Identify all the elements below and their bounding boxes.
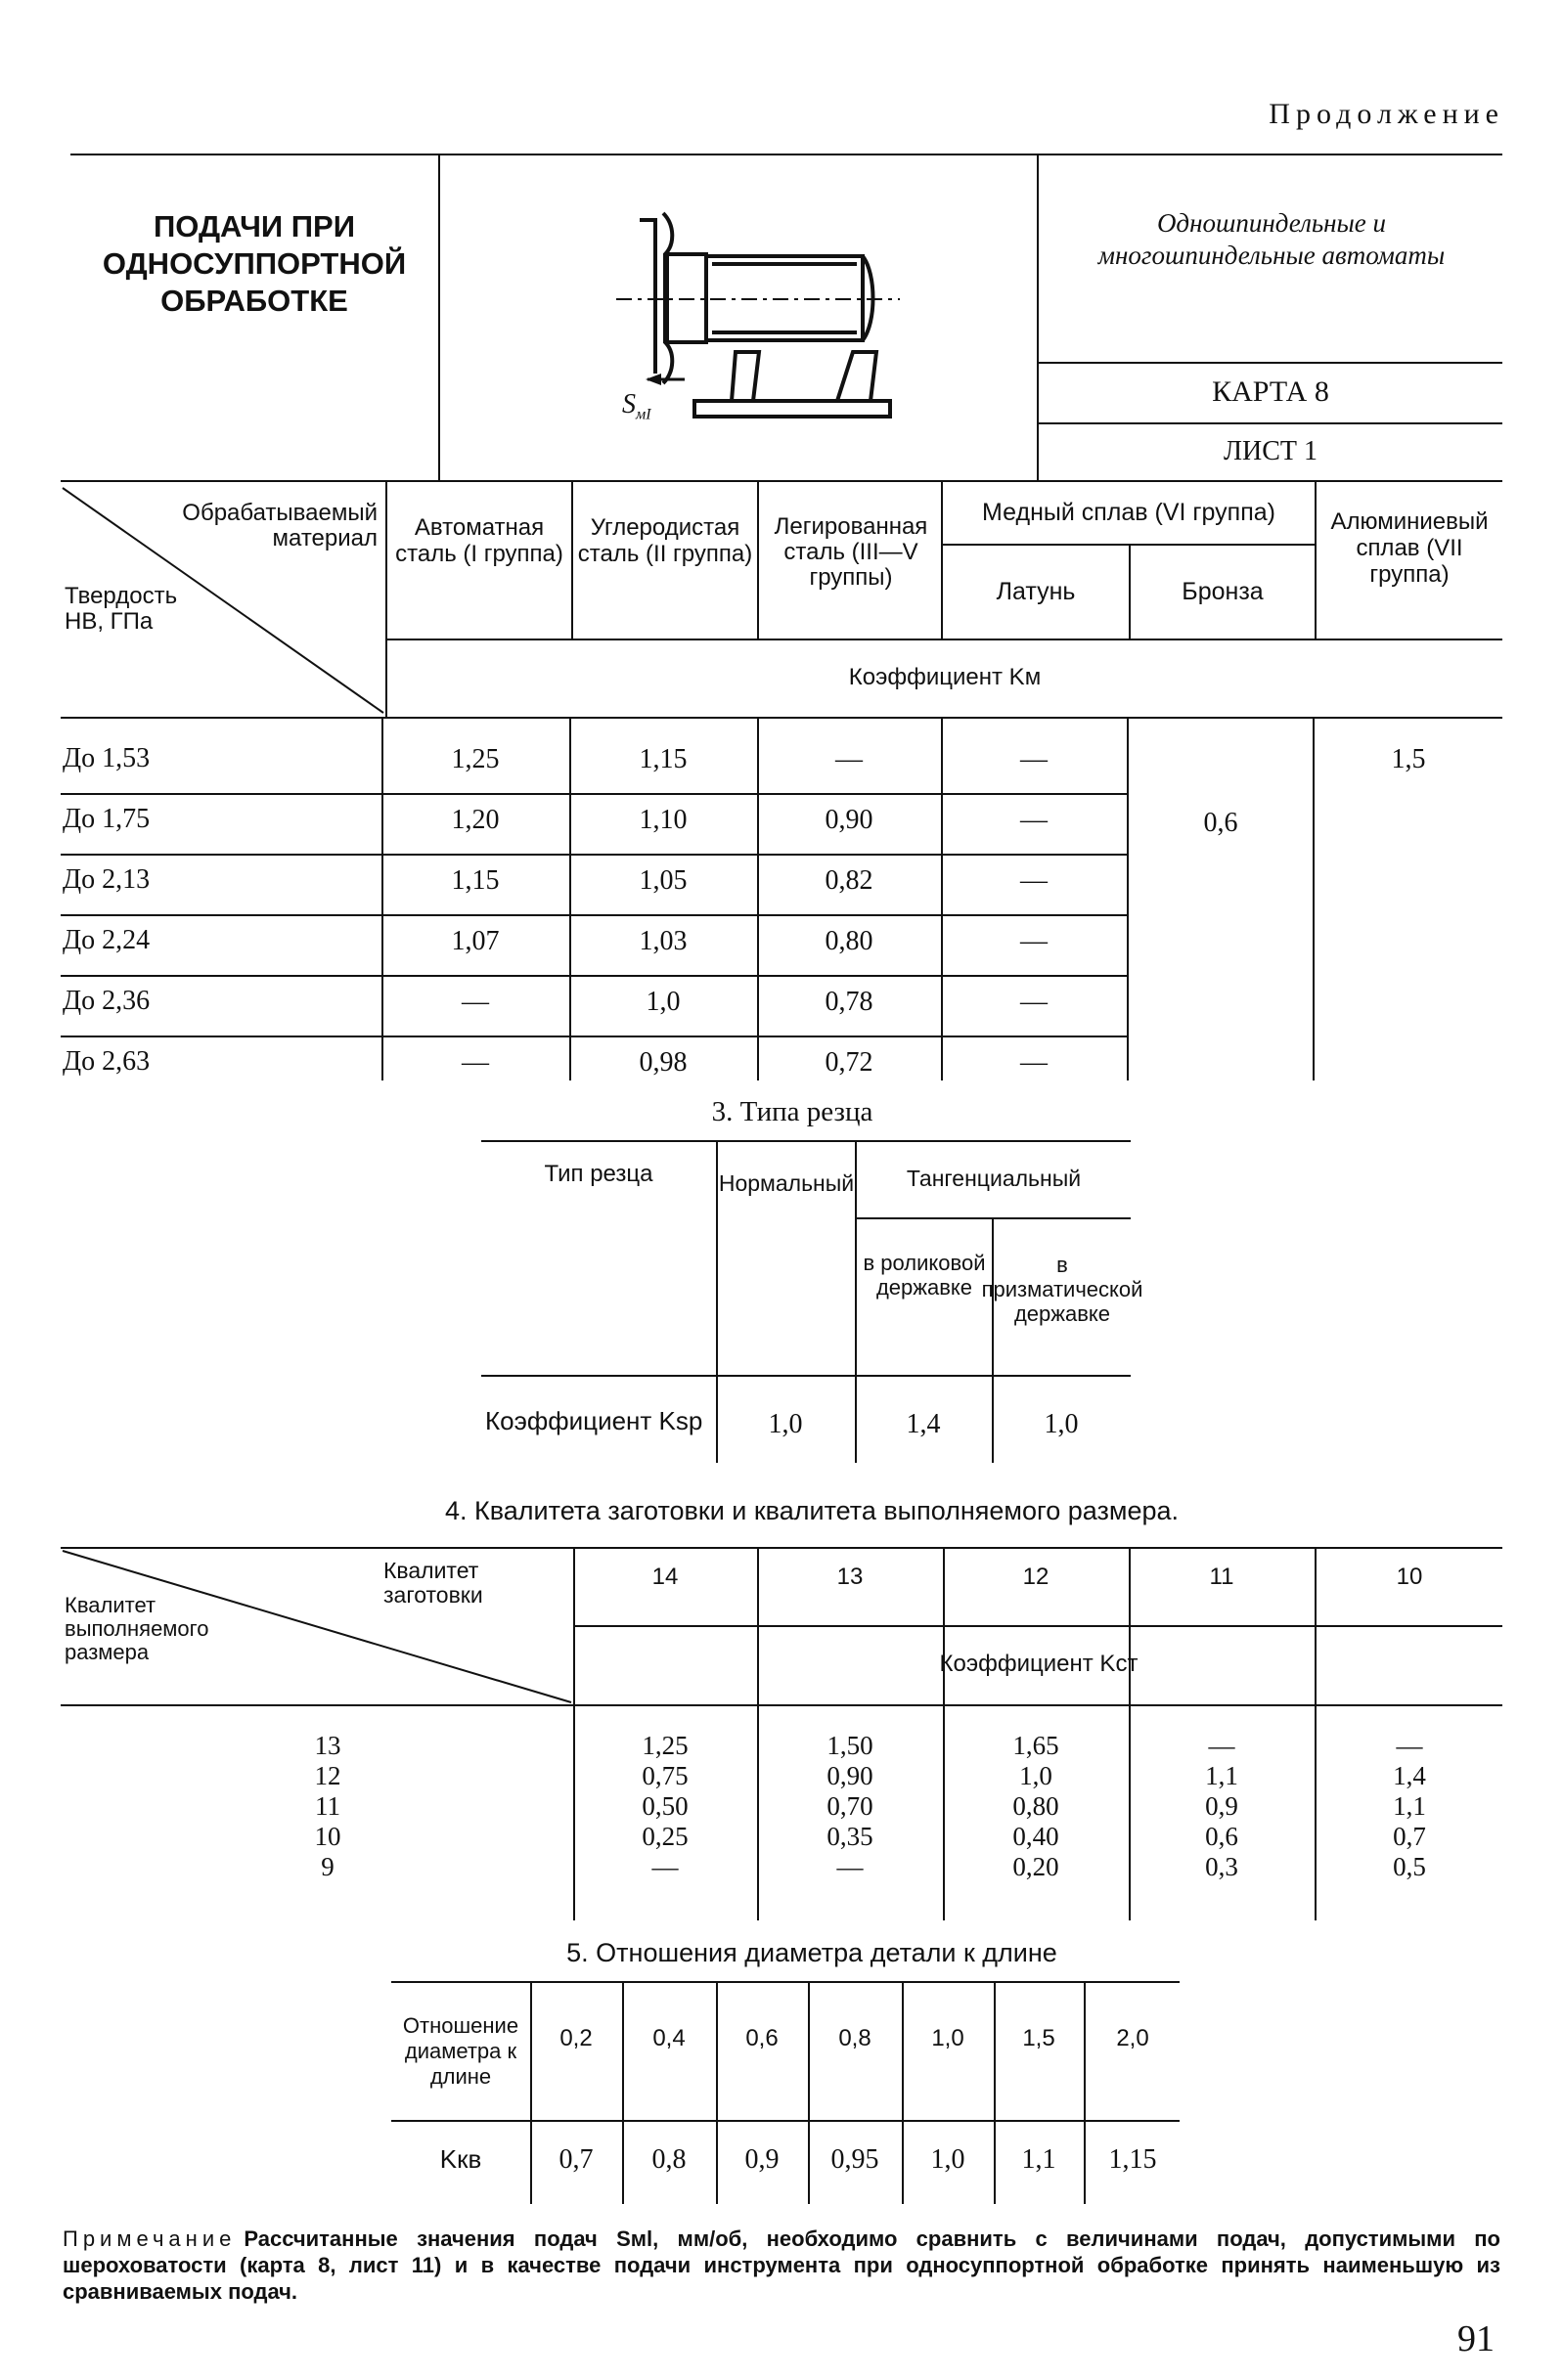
ratio-1-0: 1,0 — [931, 2024, 964, 2051]
ratio-1-5: 1,5 — [1022, 2024, 1055, 2051]
page-number: 91 — [1457, 2318, 1495, 2359]
col-brass: Латунь — [996, 578, 1076, 605]
col-bronze: Бронза — [1182, 578, 1264, 605]
kst-col-12: 1,65 1,0 0,80 0,40 0,20 — [1012, 1731, 1059, 1881]
auto-steel-value: 1,25 — [451, 744, 500, 775]
hardness-cell: До 2,63 — [63, 1046, 151, 1077]
col-auto-steel: Автоматная сталь (I группа) — [395, 514, 563, 567]
carbon-steel-value: 1,03 — [639, 926, 688, 957]
machine-type: Одношпиндельные и многошпиндельные автоматы — [1097, 208, 1446, 270]
kst-col-14: 1,25 0,75 0,50 0,25 — — [642, 1731, 689, 1881]
target-grade-values: 13 12 11 10 9 — [314, 1731, 341, 1881]
kkv-label: Kкв — [439, 2144, 482, 2175]
col-carbon-steel: Углеродистая сталь (II группа) — [577, 514, 753, 567]
auto-steel-value: — — [462, 987, 489, 1018]
ratio-0-6: 0,6 — [745, 2024, 779, 2051]
hardness-cell: До 2,13 — [63, 864, 151, 895]
kkv-value-5: 1,0 — [930, 2144, 965, 2176]
aluminium-value: 1,5 — [1391, 744, 1426, 775]
ratio-0-2: 0,2 — [559, 2024, 593, 2051]
hardness-cell: До 2,36 — [63, 986, 151, 1016]
cutter-roller-holder: в роликовой державке — [863, 1251, 986, 1300]
coefficient-kst-label: Коэффициент Kст — [939, 1651, 1139, 1678]
brass-value: — — [1020, 926, 1048, 957]
ratio-0-4: 0,4 — [652, 2024, 686, 2051]
continuation-label: Продолжение — [1269, 98, 1504, 130]
carbon-steel-value: 0,98 — [639, 1047, 688, 1079]
section3-title: 3. Типа резца — [711, 1095, 873, 1127]
note — [63, 2226, 1500, 2305]
card-number: КАРТА 8 — [1212, 375, 1329, 409]
alloy-steel-value: 0,72 — [825, 1047, 873, 1079]
ratio-label: Отношение диаметра к длине — [402, 2013, 519, 2089]
brass-value: — — [1020, 1047, 1048, 1079]
auto-steel-value: 1,15 — [451, 865, 500, 897]
hardness-cell: До 2,24 — [63, 925, 151, 955]
alloy-steel-value: 0,80 — [825, 926, 873, 957]
kkv-value-1: 0,7 — [558, 2144, 594, 2176]
section4-title: 4. Квалитета заготовки и квалитета выполняемого размера. — [444, 1495, 1179, 1525]
ksp-prismatic: 1,0 — [1044, 1409, 1079, 1440]
corner-material-label: Обрабатываемый материал — [182, 500, 378, 551]
grade-10: 10 — [1396, 1563, 1423, 1590]
auto-steel-value: 1,20 — [451, 805, 500, 836]
coefficient-km-label: Коэффициент Kм — [848, 663, 1042, 690]
hardness-cell: До 1,75 — [63, 804, 151, 834]
note-label: Примечание — [63, 2226, 237, 2251]
section5-title: 5. Отношения диаметра детали к длине — [566, 1937, 1057, 1967]
feed-label: $S_{мI}$ — [622, 389, 651, 423]
brass-value: — — [1020, 987, 1048, 1018]
kst-col-13: 1,50 0,90 0,70 0,35 — — [826, 1731, 873, 1881]
brass-value: — — [1020, 805, 1048, 836]
auto-steel-value: 1,07 — [451, 926, 500, 957]
carbon-steel-value: 1,0 — [646, 987, 681, 1018]
target-grade-label: Квалитет выполняемого размера — [65, 1593, 209, 1664]
blank-grade-label: Квалитет заготовки — [383, 1558, 483, 1608]
ksp-label: Коэффициент Ksр — [485, 1406, 703, 1435]
ksp-normal: 1,0 — [768, 1409, 803, 1440]
kkv-value-4: 0,95 — [830, 2144, 879, 2176]
grade-12: 12 — [1022, 1563, 1049, 1590]
ksp-roller: 1,4 — [906, 1409, 941, 1440]
carbon-steel-value: 1,05 — [639, 865, 688, 897]
ratio-2-0: 2,0 — [1116, 2024, 1149, 2051]
page-title: ПОДАЧИ ПРИ ОДНОСУППОРТНОЙ ОБРАБОТКЕ — [102, 209, 407, 318]
cutter-prismatic-holder: в призматической державке — [981, 1252, 1143, 1326]
kkv-value-3: 0,9 — [744, 2144, 780, 2176]
cutter-normal: Нормальный — [718, 1170, 855, 1196]
col-copper-alloy: Медный сплав (VI группа) — [982, 499, 1275, 526]
kst-col-10: — 1,4 1,1 0,7 0,5 — [1393, 1731, 1426, 1881]
grade-11: 11 — [1209, 1563, 1234, 1590]
grade-14: 14 — [651, 1563, 679, 1590]
cutter-tangential: Тангенциальный — [906, 1166, 1082, 1192]
kkv-value-6: 1,1 — [1021, 2144, 1056, 2176]
ratio-0-8: 0,8 — [838, 2024, 871, 2051]
alloy-steel-value: 0,82 — [825, 865, 873, 897]
cutter-type-label: Тип резца — [544, 1160, 653, 1187]
kkv-value-7: 1,15 — [1108, 2144, 1157, 2176]
alloy-steel-value: — — [835, 744, 863, 775]
alloy-steel-value: 0,78 — [825, 987, 873, 1018]
auto-steel-value: — — [462, 1047, 489, 1079]
brass-value: — — [1020, 744, 1048, 775]
bronze-value: 0,6 — [1203, 808, 1238, 839]
hardness-cell: До 1,53 — [63, 743, 151, 773]
kst-col-11: — 1,1 0,9 0,6 0,3 — [1205, 1731, 1238, 1881]
sheet-number: ЛИСТ 1 — [1224, 436, 1317, 467]
note-text: Рассчитанные значения подач Sмl, мм/об, необходимо сравнить с величинами подач, допустимыми по шероховатости (карта 8, лист 11) и в качестве подачи инструмента при односуппортной обработке принять наименьшую из сравниваемых подач. — [63, 2226, 1500, 2304]
carbon-steel-value: 1,15 — [639, 744, 688, 775]
corner-hardness-label: Твердость НВ, ГПа — [65, 583, 178, 635]
brass-value: — — [1020, 865, 1048, 897]
kkv-value-2: 0,8 — [651, 2144, 687, 2176]
grade-13: 13 — [836, 1563, 864, 1590]
col-alloy-steel: Легированная сталь (III—V группы) — [774, 513, 928, 591]
carbon-steel-value: 1,10 — [639, 805, 688, 836]
alloy-steel-value: 0,90 — [825, 805, 873, 836]
col-aluminium: Алюминиевый сплав (VII группа) — [1330, 507, 1489, 588]
